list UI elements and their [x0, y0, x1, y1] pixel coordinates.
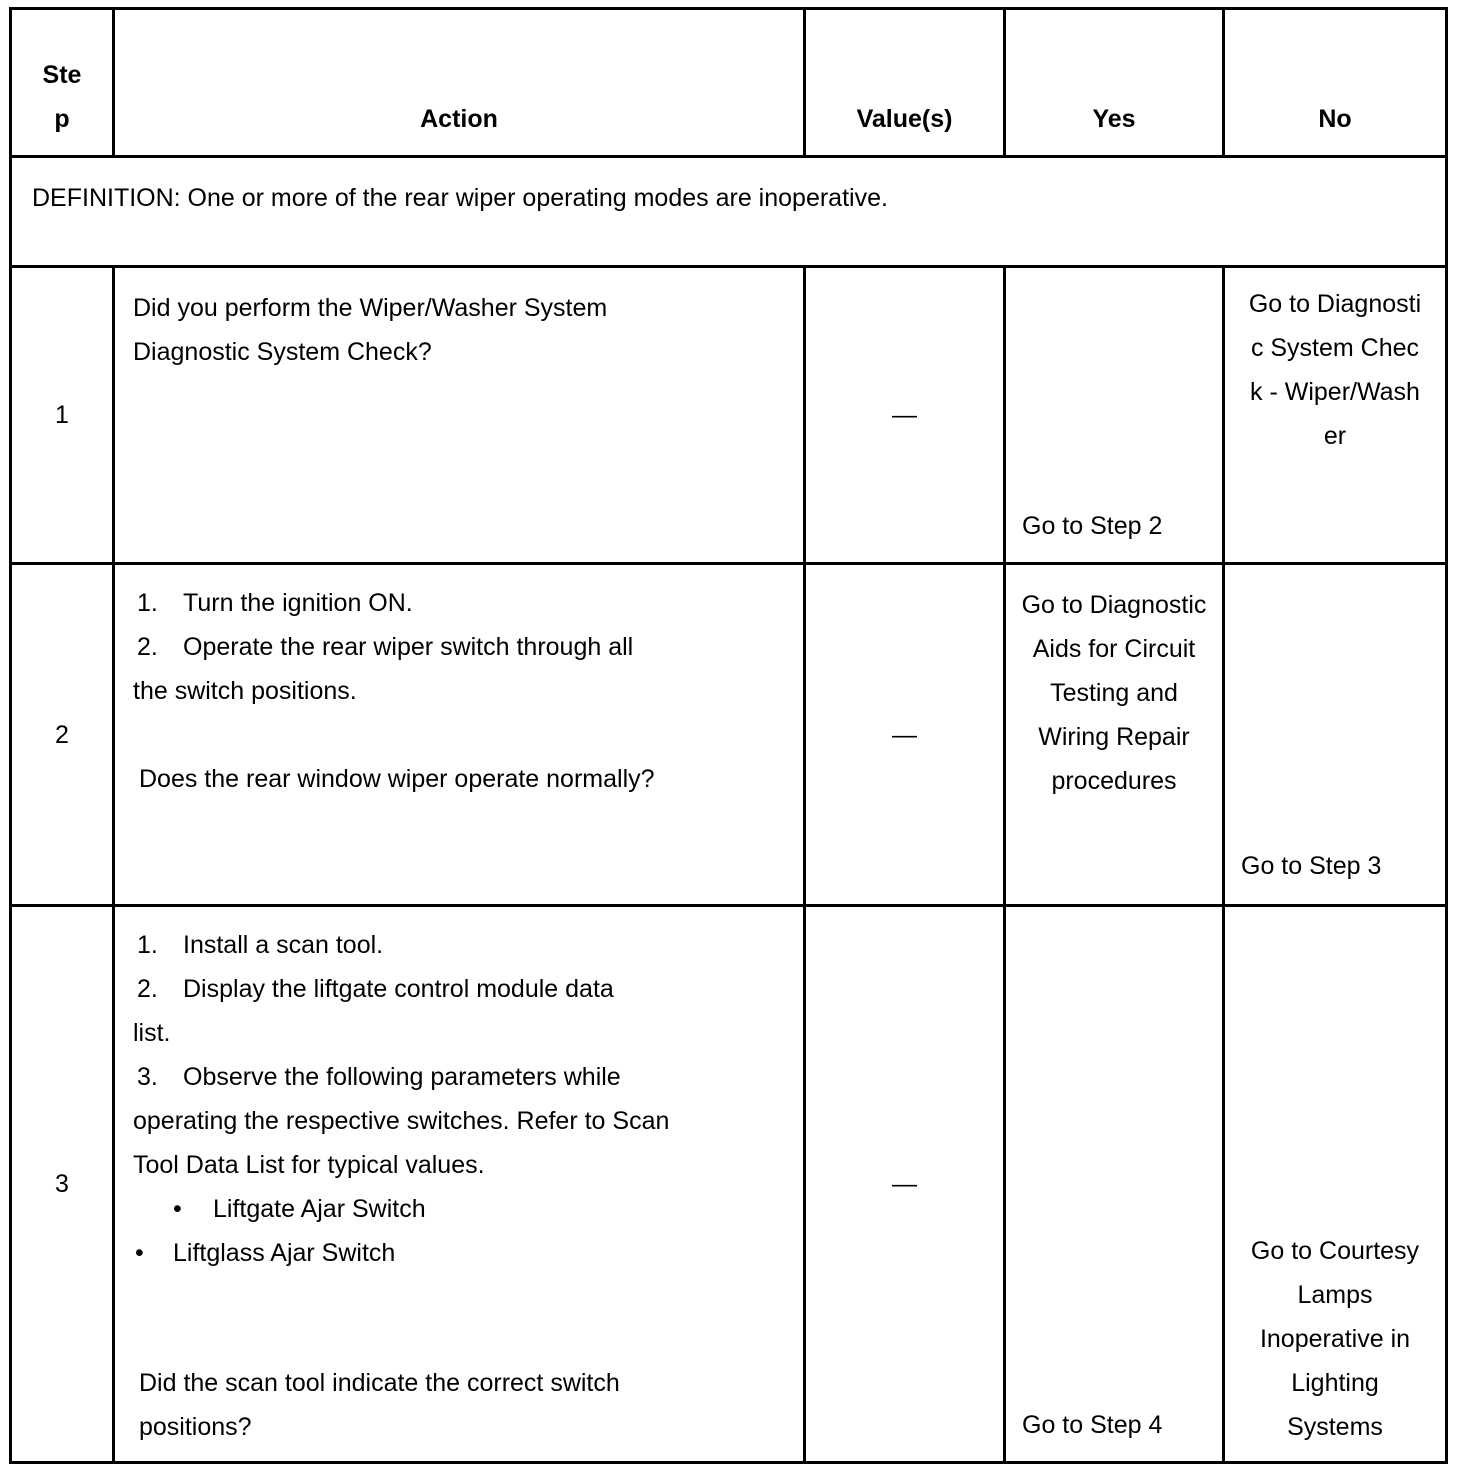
- header-no: No: [1224, 9, 1447, 157]
- no-cell: [1224, 564, 1447, 906]
- action-cell: [114, 267, 805, 564]
- value-cell: —: [805, 267, 1005, 564]
- bullet-item: • Liftglass Ajar Switch: [135, 1239, 396, 1267]
- action-item: 2. Operate the rear wiper switch through all the switch positions.: [133, 633, 634, 705]
- header-yes: Yes: [1005, 9, 1224, 157]
- header-action: Action: [114, 9, 805, 157]
- action-item: 2. Display the liftgate control module data list.: [133, 975, 614, 1047]
- header-step: Step: [11, 9, 114, 157]
- no-text: Go to Diagnostic System Check - Wiper/Washer: [1248, 290, 1422, 450]
- action-cell: [114, 906, 805, 1463]
- table-row: [11, 267, 1447, 564]
- table-row: [11, 564, 1447, 906]
- yes-cell: [1005, 564, 1224, 906]
- no-cell: [1224, 906, 1447, 1463]
- step-number: 2: [11, 564, 114, 906]
- bullet-item: • Liftgate Ajar Switch: [173, 1195, 426, 1223]
- table-row: [11, 906, 1447, 1463]
- no-text: Go to Courtesy Lamps Inoperative in Lighting Systems: [1250, 1237, 1420, 1441]
- action-text: Did you perform the Wiper/Washer System Diagnostic System Check?: [133, 294, 608, 366]
- header-row: [11, 9, 1447, 157]
- action-question: Does the rear window wiper operate normally?: [139, 765, 655, 793]
- no-cell: [1224, 267, 1447, 564]
- yes-cell: [1005, 267, 1224, 564]
- yes-text: Go to Diagnostic Aids for Circuit Testing and Wiring Repair procedures: [1021, 591, 1207, 795]
- action-cell: [114, 564, 805, 906]
- diagnostic-table: [9, 7, 1448, 1464]
- yes-text: Go to Step 2: [1022, 512, 1163, 540]
- step-number: 1: [11, 267, 114, 564]
- no-text: Go to Step 3: [1241, 852, 1382, 880]
- yes-cell: [1005, 906, 1224, 1463]
- definition-row: [11, 157, 1447, 267]
- action-item: 1. Turn the ignition ON.: [137, 589, 413, 617]
- action-question: Did the scan tool indicate the correct switch positions?: [139, 1369, 620, 1441]
- header-values: Value(s): [805, 9, 1005, 157]
- value-cell: —: [805, 564, 1005, 906]
- step-number: 3: [11, 906, 114, 1463]
- action-item: 1. Install a scan tool.: [137, 931, 384, 959]
- value-cell: —: [805, 906, 1005, 1463]
- yes-text: Go to Step 4: [1022, 1411, 1163, 1439]
- definition-text: DEFINITION: One or more of the rear wiper operating modes are inoperative.: [11, 157, 1447, 267]
- action-item: 3. Observe the following parameters while operating the respective switches. Refer to Scan Tool Data List for typical values.: [133, 1063, 670, 1179]
